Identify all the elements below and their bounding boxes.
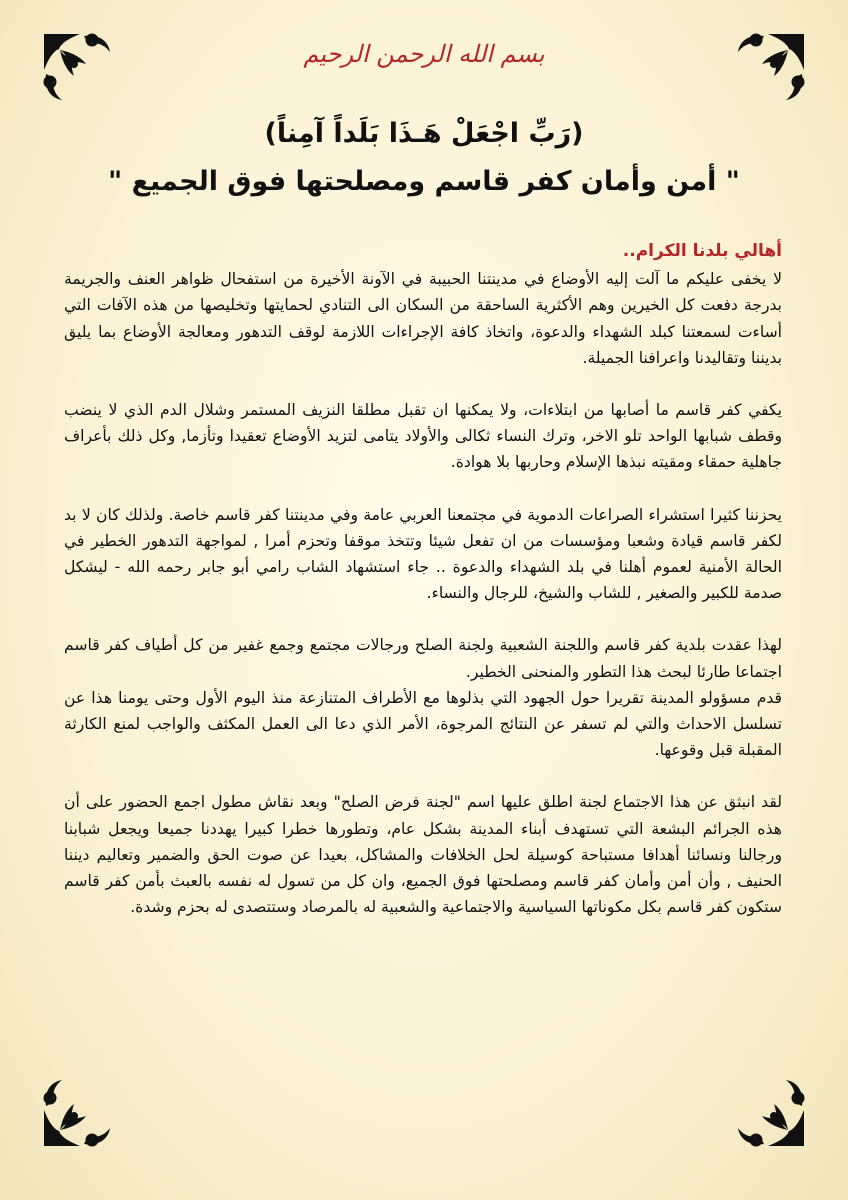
paragraph: يحزننا كثيرا استشراء الصراعات الدموية في مجتمعنا العربي عامة وفي مدينتنا كفر قاسم خاصة. ولذلك كان لا بد لكفر قاسم قيادة وشعبا ومؤسسات من ان تفعل شيئا وتتخذ موقفا وتحزم أمرا , لمواجهة التدهور الخطير في الحالة الأمنية لعموم أهلنا في بلد الشهداء والدعوة .. جاء استشهاد الشاب رامي أبو جابر رحمه الله - ليشكل صدمة للكبير والصغير , للشاب والشيخ، للرجال والنساء. <box>64 505 782 603</box>
paragraph: يكفي كفر قاسم ما أصابها من ابتلاءات، ولا يمكنها ان تقبل مطلقا النزيف المستمر وشلال الدم الذي لا ينضب وقطف شبابها الواحد تلو الاخر، وترك النساء ثكالى والأولاد يتامى لتزيد الأوضاع تعقيدا وتأزما, وكل ذلك بأعراف جاهلية حمقاء ومقيته نبذها الإسلام وحاربها بلا هوادة. <box>64 401 782 472</box>
slogan-title: " أمن وأمان كفر قاسم ومصلحتها فوق الجميع " <box>108 166 740 197</box>
greeting-heading: أهالي بلدنا الكرام.. <box>622 241 782 261</box>
paragraph: لا يخفى عليكم ما آلت إليه الأوضاع في مدينتنا الحبيبة في الآونة الأخيرة من استفحال ظواهر العنف والجريمة بدرجة دفعت كل الخيرين وهم الأكثرية الساحقة من السكان الى التنادي لحمايتها وتخليصها من هذه الآفات التي أساءت لسمعتنا كبلد الشهداء والدعوة، واتخاذ كافة الإجراءات اللازمة لوقف التدهور ومعالجة الأوضاع بما يليق بديننا وتقاليدنا واعرافنا الجميلة. <box>64 270 782 367</box>
quran-verse-title: (رَبِّ اجْعَلْ هَـذَا بَلَداً آمِناً) <box>264 118 584 149</box>
paragraph: قدم مسؤولو المدينة تقريرا حول الجهود التي بذلوها مع الأطراف المتنازعة منذ اليوم الأول وحتى يومنا هذا عن تسلسل الاحداث والتي لم تسفر عن النتائج المرجوة، الأمر الذي دعا الى العمل المكثف والواجب لمنع الكارثة المقبلة قبل وقوعها. <box>64 688 782 760</box>
statement-body <box>64 238 782 946</box>
basmala-calligraphy: بسم الله الرحمن الرحيم <box>303 40 545 68</box>
corner-ornament-icon <box>734 1076 808 1150</box>
paragraph: لهذا عقدت بلدية كفر قاسم واللجنة الشعبية ولجنة الصلح ورجالات مجتمع وجمع غفير من كل أطياف كفر قاسم اجتماعا طارئا لبحث هذا التطور والمنحنى الخطير. <box>64 636 782 681</box>
paragraph: لقد انبثق عن هذا الاجتماع لجنة اطلق عليها اسم "لجنة فرض الصلح" وبعد نقاش مطول اجمع الحضور على أن هذه الجرائم البشعة التي تستهدف أبناء المدينة بشكل عام، وتطورها خطرا كبيرا يهددنا جميعا ويجعل شبابنا ورجالنا ونسائنا أهدافا مستباحة كوسيلة لحل الخلافات والمشاكل، بعيدا عن صوت الحق والضمير وتعاليم ديننا الحنيف , وأن أمن وأمان كفر قاسم ومصلحتها فوق الجميع، وان كل من تسول له نفسه بالعبث بأمن كفر قاسم ستكون كفر قاسم بكل مكوناتها السياسية والاجتماعية والشعبية له بالمرصاد وستتصدى له بحزم وشدة. <box>64 793 782 917</box>
corner-ornament-icon <box>40 1076 114 1150</box>
